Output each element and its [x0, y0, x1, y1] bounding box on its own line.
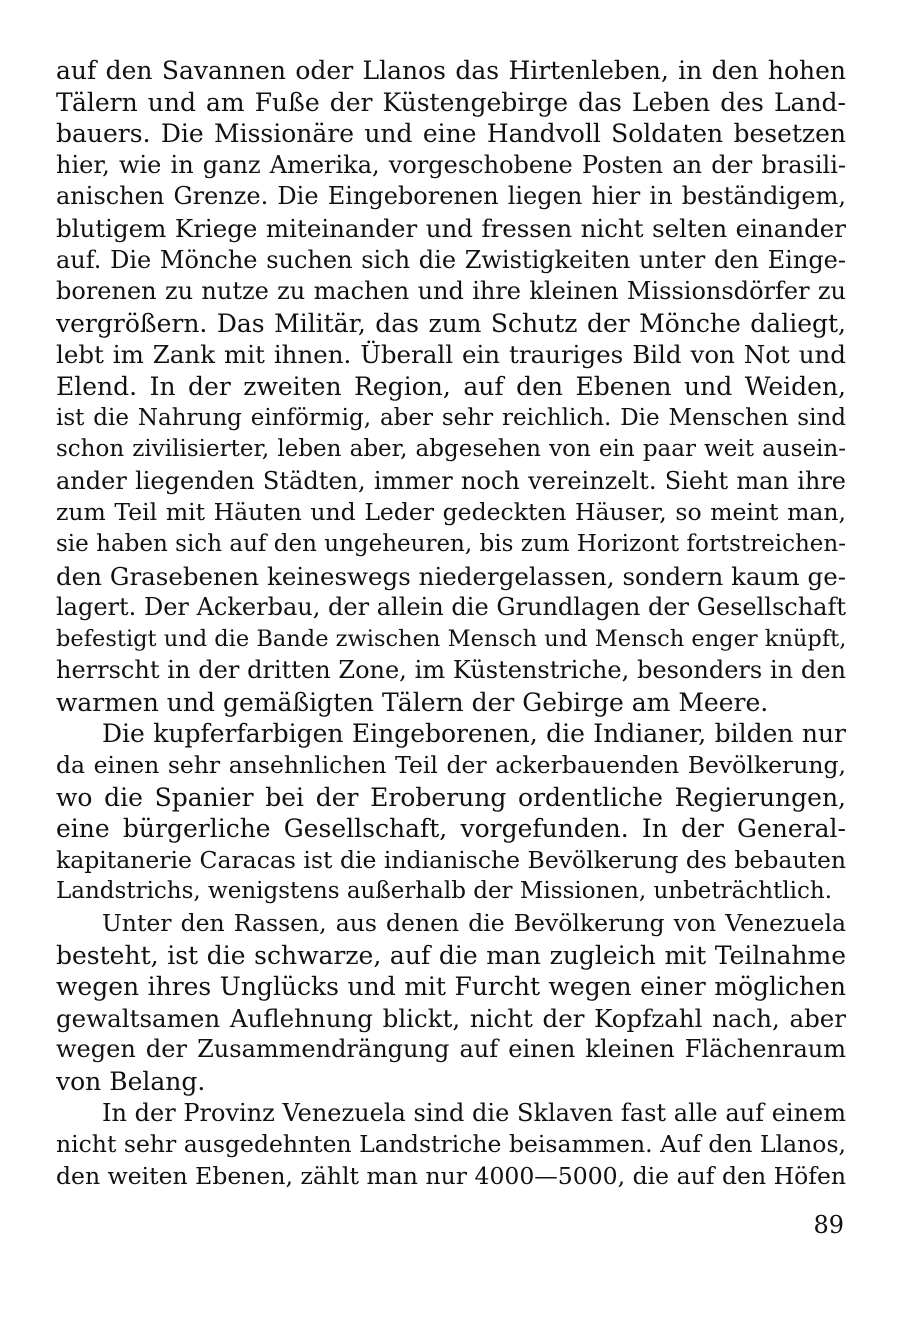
text-line: borenen zu nutze zu machen und ihre kleinen Missionsdörfer zu [56, 277, 846, 306]
text-line: lebt im Zank mit ihnen. Überall ein trauriges Bild von Not und [56, 340, 846, 370]
text-line: nicht sehr ausgedehnten Landstriche beisammen. Auf den Llanos, [56, 1130, 846, 1159]
text-line: bauers. Die Missionäre und eine Handvoll Soldaten besetzen [56, 119, 846, 149]
text-line: lagert. Der Ackerbau, der allein die Grundlagen der Gesellschaft [56, 593, 846, 622]
text-line: sie haben sich auf den ungeheuren, bis zum Horizont fortstreichen- [56, 530, 846, 557]
text-line: ander liegenden Städten, immer noch vereinzelt. Sieht man ihre [56, 466, 846, 495]
text-line: herrscht in der dritten Zone, im Küstenstriche, besonders in den [56, 656, 846, 685]
body-text [56, 55, 846, 1192]
text-line: Die kupferfarbigen Eingeborenen, die Indianer, bilden nur [102, 719, 846, 749]
page-number: 89 [813, 1211, 844, 1239]
text-line: Unter den Rassen, aus denen die Bevölkerung von Venezuela [102, 909, 846, 938]
text-line: Landstrichs, wenigstens außerhalb der Missionen, unbeträchtlich. [56, 878, 833, 905]
text-line: den weiten Ebenen, zählt man nur 4000—5000, die auf den Höfen [56, 1161, 846, 1190]
text-line: da einen sehr ansehnlichen Teil der ackerbauenden Bevölkerung, [56, 751, 846, 780]
text-line: von Belang. [56, 1067, 206, 1096]
text-line: anischen Grenze. Die Eingeborenen liegen hier in beständigem, [56, 182, 846, 211]
text-line: den Grasebenen keineswegs niedergelassen, sondern kaum ge- [56, 561, 846, 591]
text-line: ist die Nahrung einförmig, aber sehr reichlich. Die Menschen sind [56, 404, 846, 431]
text-line: wo die Spanier bei der Eroberung ordentliche Regierungen, [56, 782, 846, 812]
text-line: auf den Savannen oder Llanos das Hirtenleben, in den hohen [56, 56, 846, 85]
text-line: gewaltsamen Auflehnung blickt, nicht der Kopfzahl nach, aber [56, 1003, 846, 1033]
text-line: Tälern und am Fuße der Küstengebirge das Leben des Land- [56, 87, 846, 117]
text-line: schon zivilisierter, leben aber, abgesehen von ein paar weit ausein- [56, 436, 846, 463]
text-line: In der Provinz Venezuela sind die Sklaven fast alle auf einem [102, 1098, 846, 1127]
text-line: vergrößern. Das Militär, das zum Schutz der Mönche daliegt, [56, 308, 846, 338]
text-line: besteht, ist die schwarze, auf die man zugleich mit Teilnahme [56, 940, 846, 970]
text-line: zum Teil mit Häuten und Leder gedeckten Häuser, so meint man, [56, 498, 846, 527]
text-line: blutigem Kriege miteinander und fressen nicht selten einander [56, 213, 846, 243]
text-line: Elend. In der zweiten Region, auf den Ebenen und Weiden, [56, 371, 846, 401]
text-line: auf. Die Mönche suchen sich die Zwistigkeiten unter den Einge- [56, 245, 846, 274]
text-line: eine bürgerliche Gesellschaft, vorgefunden. In der General- [56, 814, 846, 844]
text-line: warmen und gemäßigten Tälern der Gebirge am Meere. [56, 687, 769, 717]
text-line: befestigt und die Bande zwischen Mensch und Mensch enger knüpft, [56, 625, 846, 652]
text-line: kapitanerie Caracas ist die indianische Bevölkerung des bebauten [56, 845, 846, 874]
text-line: wegen ihres Unglücks und mit Furcht wegen einer möglichen [56, 972, 846, 1002]
text-line: wegen der Zusammendrängung auf einen kleinen Flächenraum [56, 1035, 846, 1064]
text-line: hier, wie in ganz Amerika, vorgeschobene Posten an der brasili- [56, 150, 846, 179]
